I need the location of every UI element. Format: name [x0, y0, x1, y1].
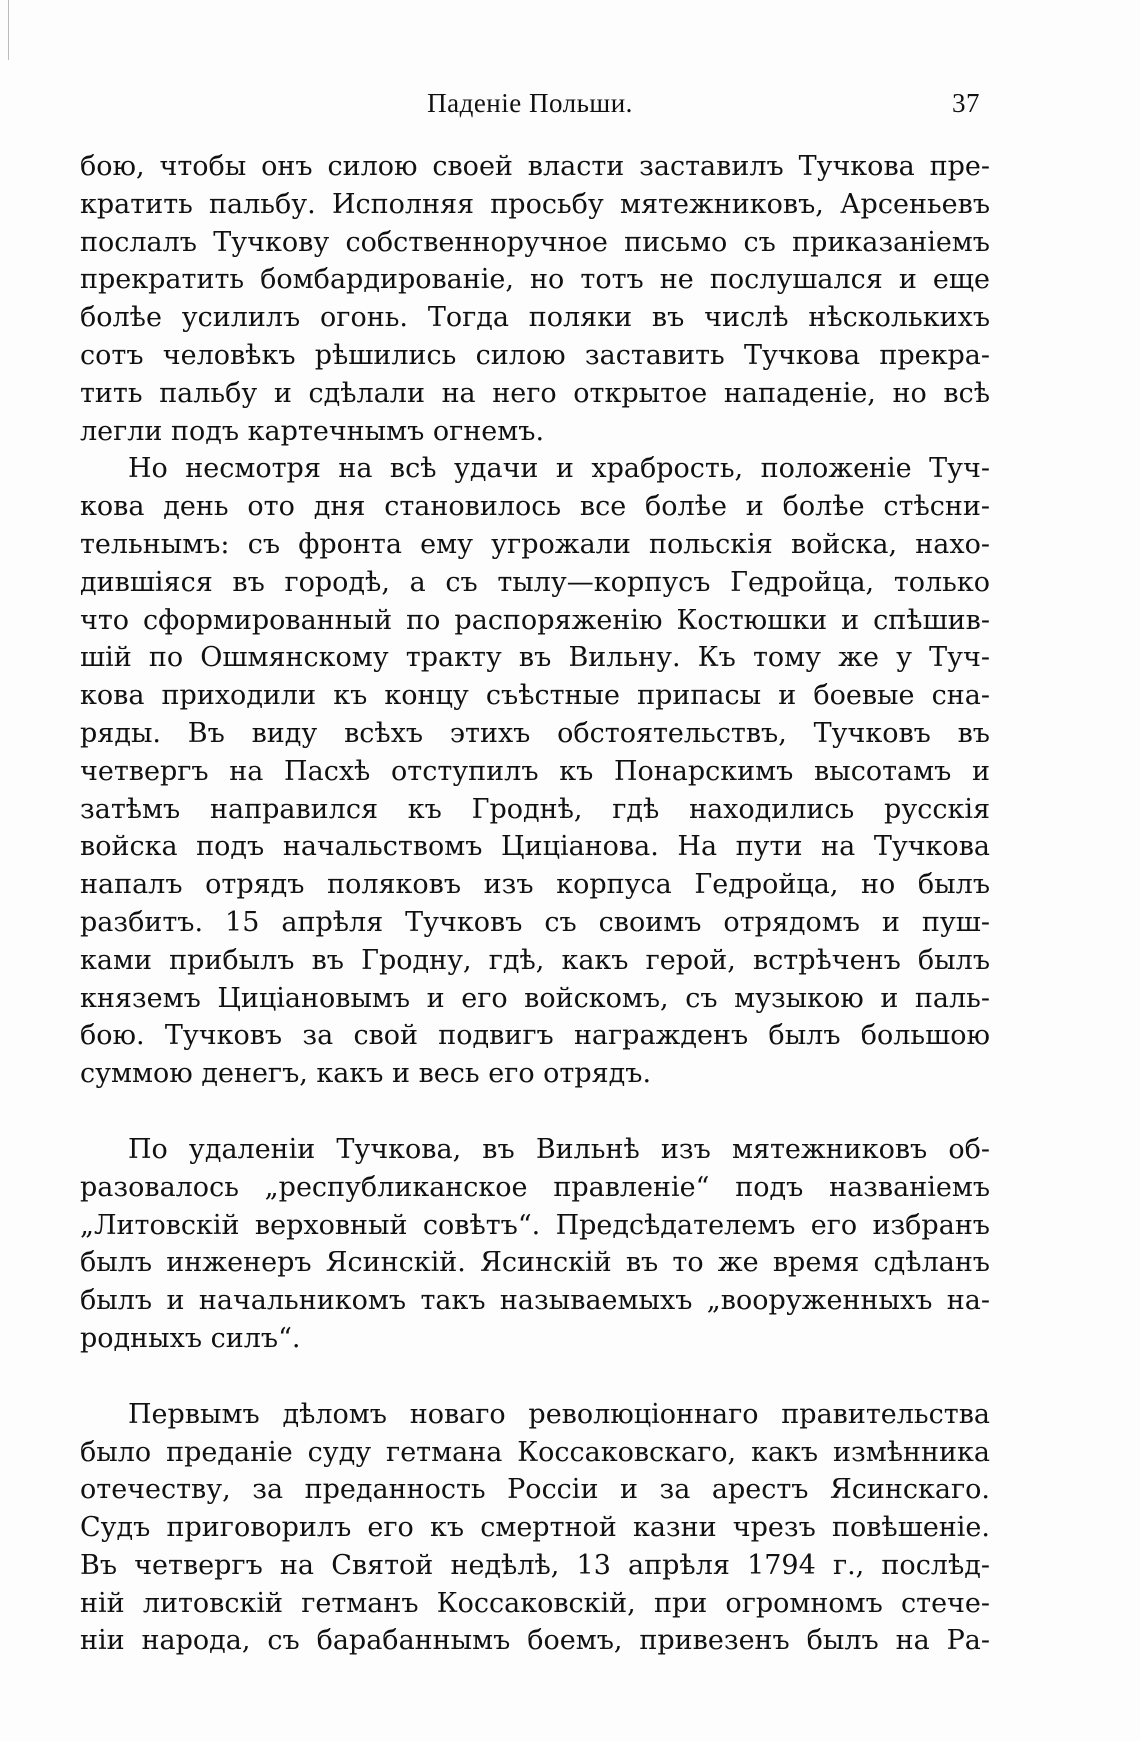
- text-line: Но несмотря на всѣ удачи и храбрость, положеніе Туч-: [128, 453, 990, 485]
- text-line: тельнымъ: съ фронта ему угрожали польскія войска, нахо-: [80, 528, 990, 560]
- text-line: былъ и начальникомъ такъ называемыхъ „вооруженныхъ на-: [80, 1285, 990, 1317]
- text-line: разовалось „республиканское правленіе“ подъ названіемъ: [80, 1171, 990, 1203]
- text-line: кратить пальбу. Исполняя просьбу мятежниковъ, Арсеньевъ: [80, 188, 990, 220]
- text-line: кова приходили къ концу съѣстные припасы и боевые сна-: [80, 680, 990, 712]
- text-line: легли подъ картечнымъ огнемъ.: [80, 415, 545, 447]
- text-line: что сформированный по распоряженію Костюшки и спѣшив-: [80, 604, 990, 636]
- text-line: тить пальбу и сдѣлали на него открытое нападеніе, но всѣ: [80, 377, 990, 409]
- text-line: Въ четвергъ на Святой недѣлѣ, 13 апрѣля 1794 г., послѣд-: [80, 1549, 990, 1581]
- text-line: Судъ приговорилъ его къ смертной казни чрезъ повѣшеніе.: [80, 1512, 990, 1544]
- text-line: ками прибылъ въ Гродну, гдѣ, какъ герой, встрѣченъ былъ: [80, 944, 990, 976]
- paragraph-3: [80, 1131, 990, 1358]
- text-line: болѣе усилилъ огонь. Тогда поляки въ числѣ нѣсколькихъ: [80, 302, 990, 334]
- text-line: ній литовскій гетманъ Коссаковскій, при огромномъ стече-: [80, 1587, 990, 1619]
- text-line: суммою денегъ, какъ и весь его отрядъ.: [80, 1058, 652, 1090]
- paragraph-1: [80, 148, 990, 450]
- text-line: четвергъ на Пасхѣ отступилъ къ Понарскимъ высотамъ и: [80, 755, 990, 787]
- scan-edge-mark: [8, 0, 9, 60]
- text-line: затѣмъ направился къ Гроднѣ, гдѣ находились русскія: [80, 793, 990, 825]
- body-text: [80, 148, 990, 1660]
- paragraph-4: [80, 1396, 990, 1661]
- text-line: По удаленіи Тучкова, въ Вильнѣ изъ мятежниковъ об-: [128, 1133, 990, 1165]
- text-line: послалъ Тучкову собственноручное письмо съ приказаніемъ: [80, 226, 990, 258]
- text-line: кова день ото дня становилось все болѣе и болѣе стѣсни-: [80, 491, 990, 523]
- text-line: напалъ отрядъ поляковъ изъ корпуса Гедройца, но былъ: [80, 869, 990, 901]
- text-line: ніи народа, съ барабаннымъ боемъ, привезенъ былъ на Ра-: [80, 1625, 990, 1657]
- text-line: бою. Тучковъ за свой подвигъ награжденъ былъ большою: [80, 1020, 990, 1052]
- text-line: княземъ Циціановымъ и его войскомъ, съ музыкою и паль-: [80, 982, 990, 1014]
- text-line: войска подъ начальствомъ Циціанова. На пути на Тучкова: [80, 831, 990, 863]
- text-line: „Литовскій верховный совѣтъ“. Предсѣдателемъ его избранъ: [80, 1209, 990, 1241]
- text-line: бою, чтобы онъ силою своей власти заставилъ Тучкова пре-: [80, 151, 990, 182]
- text-line: разбитъ. 15 апрѣля Тучковъ съ своимъ отрядомъ и пуш-: [80, 906, 990, 938]
- text-line: былъ инженеръ Ясинскій. Ясинскій въ то же время сдѣланъ: [80, 1247, 990, 1279]
- text-line: Первымъ дѣломъ новаго революціоннаго правительства: [128, 1398, 990, 1430]
- text-line: ряды. Въ виду всѣхъ этихъ обстоятельствъ, Тучковъ въ: [80, 717, 990, 749]
- page-header: [80, 88, 980, 128]
- text-line: дившіяся въ городѣ, а съ тылу—корпусъ Гедройца, только: [80, 566, 990, 598]
- text-line: родныхъ силъ“.: [80, 1322, 301, 1354]
- running-title: Паденіе Польши.: [427, 88, 633, 118]
- text-line: прекратить бомбардированіе, но тотъ не послушался и еще: [80, 264, 990, 296]
- paragraph-2: [80, 450, 990, 1093]
- page-number: 37: [952, 88, 980, 118]
- text-line: было преданіе суду гетмана Коссаковскаго, какъ измѣнника: [80, 1436, 990, 1468]
- text-line: отечеству, за преданность Россіи и за арестъ Ясинскаго.: [80, 1474, 990, 1506]
- text-line: сотъ человѣкъ рѣшились силою заставить Тучкова прекра-: [80, 339, 990, 371]
- text-line: шій по Ошмянскому тракту въ Вильну. Къ тому же у Туч-: [80, 642, 990, 674]
